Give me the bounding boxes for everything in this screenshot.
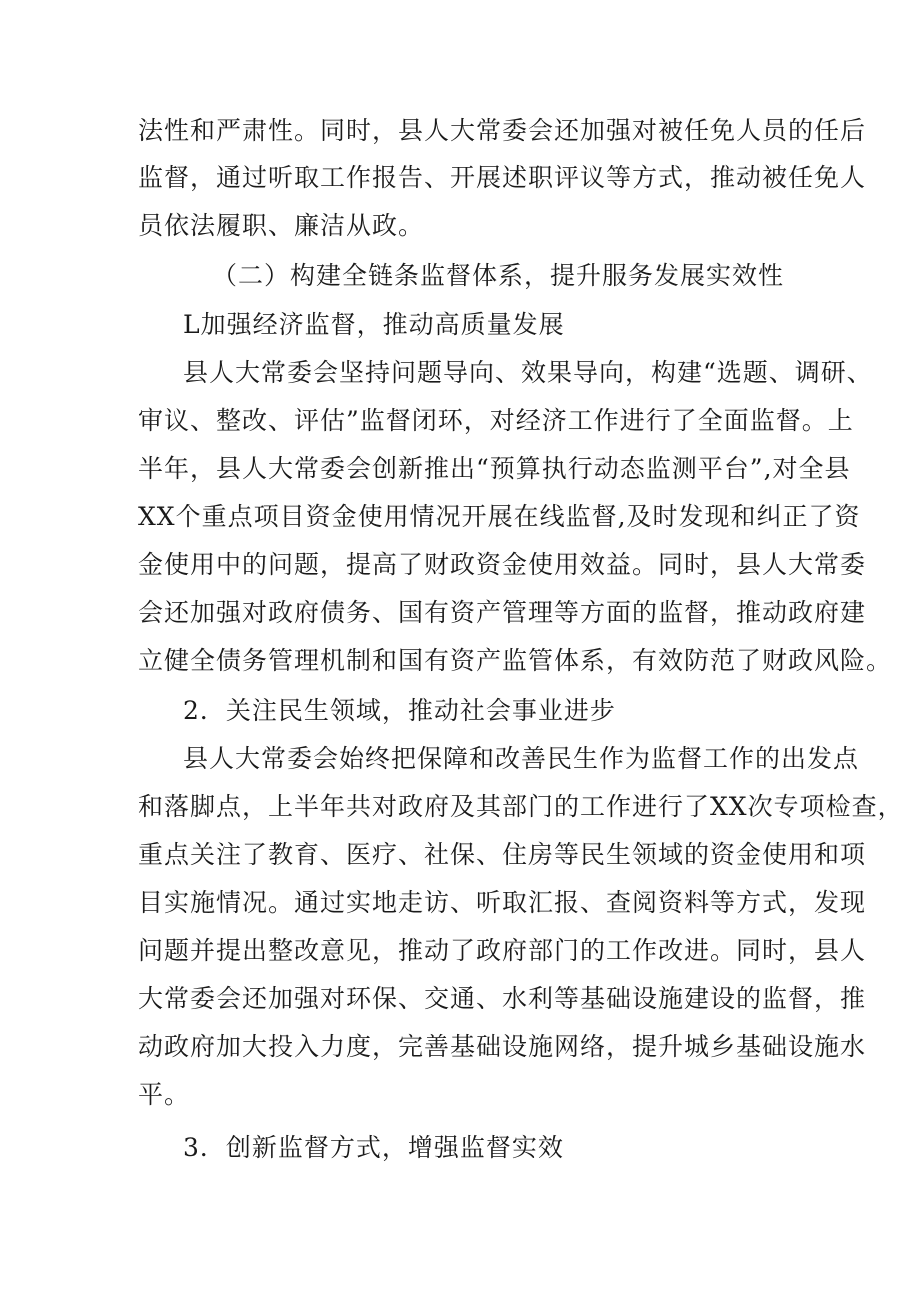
text-line: 立健全债务管理机制和国有资产监管体系，有效防范了财政风险。 <box>138 646 893 675</box>
text-line: 半年，县人大常委会创新推出“预算执行动态监测平台”,对全县 <box>138 454 851 483</box>
text-line: 县人大常委会坚持问题导向、效果导向，构建“选题、调研、 <box>183 358 873 387</box>
subsection-heading: 2．关注民生领域，推动社会事业进步 <box>183 696 616 725</box>
text-line: 重点关注了教育、医疗、社保、住房等民生领域的资金使用和项 <box>138 840 867 869</box>
text-line: 监督，通过听取工作报告、开展述职评议等方式，推动被任免人 <box>138 163 867 192</box>
text-line: 平。 <box>138 1080 191 1109</box>
subsection-heading: L加强经济监督，推动高质量发展 <box>183 310 565 339</box>
text-line: 和落脚点，上半年共对政府及其部门的工作进行了XX次专项检查， <box>138 792 904 821</box>
text-line: 法性和严肃性。同时，县人大常委会还加强对被任免人员的任后 <box>138 116 867 145</box>
text-line: 员依法履职、廉洁从政。 <box>138 211 425 240</box>
text-line: 县人大常委会始终把保障和改善民生作为监督工作的出发点 <box>183 744 860 773</box>
text-line: 问题并提出整改意见，推动了政府部门的工作改进。同时，县人 <box>138 936 867 965</box>
text-line: 大常委会还加强对环保、交通、水利等基础设施建设的监督，推 <box>138 984 867 1013</box>
text-line: 动政府加大投入力度，完善基础设施网络，提升城乡基础设施水 <box>138 1032 867 1061</box>
text-line: 目实施情况。通过实地走访、听取汇报、查阅资料等方式，发现 <box>138 888 867 917</box>
text-line: XX个重点项目资金使用情况开展在线监督,及时发现和纠正了资 <box>138 502 861 531</box>
section-heading: （二）构建全链条监督体系，提升服务发展实效性 <box>212 261 785 290</box>
text-line: 审议、整改、评估”监督闭环，对经济工作进行了全面监督。上 <box>138 406 854 435</box>
text-line: 金使用中的问题，提高了财政资金使用效益。同时，县人大常委 <box>138 550 867 579</box>
text-line: 会还加强对政府债务、国有资产管理等方面的监督，推动政府建 <box>138 598 867 627</box>
subsection-heading: 3．创新监督方式，增强监督实效 <box>183 1133 564 1162</box>
